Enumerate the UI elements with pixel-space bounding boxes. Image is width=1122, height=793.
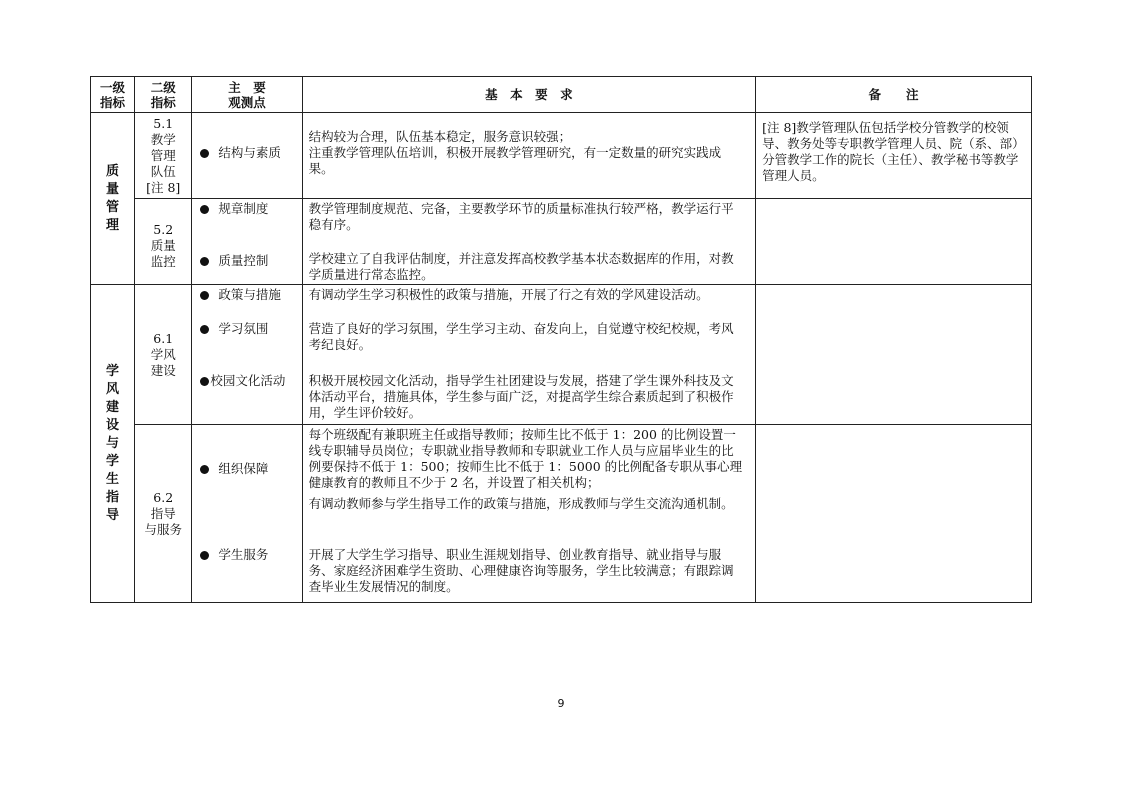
page-number: 9 [557, 697, 565, 710]
bullet-icon [200, 205, 209, 214]
level1-quality-management: 质量管理 [91, 113, 135, 285]
observation-points-cell [192, 425, 302, 603]
header-level2: 二级指标 [135, 77, 192, 113]
requirements-cell [302, 113, 755, 199]
table-row [91, 425, 1032, 603]
observation-point: 校园文化活动 [200, 373, 285, 389]
table-row [91, 199, 1032, 285]
requirement-text: 每个班级配有兼职班主任或指导教师；按师生比不低于 1：200 的比例设置一线专职辅导员岗位；专职就业指导教师和专职就业工作人员与应届毕业生的比例要保持不低于 1：500；按师生比不低于 1：5000 的比例配备专职从事心理健康教育的教师且不少于 2 名，并设置了相关机构； [308, 427, 743, 490]
requirement-text: 营造了良好的学习氛围，学生学习主动、奋发向上，自觉遵守校纪校规，考风考纪良好。 [308, 321, 734, 352]
header-notes: 备 注 [756, 77, 1032, 113]
note-cell [756, 425, 1032, 603]
requirement-text: 学校建立了自我评估制度，并注意发挥高校教学基本状态数据库的作用，对教学质量进行常态监控。 [308, 251, 734, 282]
bullet-icon [200, 325, 209, 334]
bullet-icon [200, 257, 209, 266]
requirement-text: 积极开展校园文化活动，指导学生社团建设与发展，搭建了学生课外科技及文体活动平台，措施具体，学生参与面广泛，对提高学生综合素质起到了积极作用，学生评价较好。 [308, 373, 734, 420]
header-requirements: 基 本 要 求 [302, 77, 755, 113]
header-level1: 一级指标 [91, 77, 135, 113]
header-observation-line1: 主 要 [228, 79, 266, 95]
requirement-text: 注重教学管理队伍培训，积极开展教学管理研究，有一定数量的研究实践成果。 [308, 145, 722, 176]
bullet-icon [200, 149, 209, 158]
requirement-text: 结构较为合理，队伍基本稳定，服务意识较强； [308, 129, 572, 144]
note-cell [756, 199, 1032, 285]
observation-points-cell [192, 199, 302, 285]
bullet-icon [200, 465, 209, 474]
header-observation-points [192, 77, 302, 113]
level2-cell: 6.2 指导 与服务 [135, 425, 192, 603]
requirement-text: 开展了大学生学习指导、职业生涯规划指导、创业教育指导、就业指导与服务、家庭经济困难学生资助、心理健康咨询等服务，学生比较满意；有跟踪调查毕业生发展情况的制度。 [308, 547, 734, 594]
observation-point: 学生服务 [200, 547, 268, 563]
level2-cell: 6.1 学风 建设 [135, 285, 192, 425]
level1-style-and-guidance: 学风建设与学生指导 [91, 285, 135, 603]
requirements-cell [302, 199, 755, 285]
note-cell [756, 113, 1032, 199]
header-observation-line2: 观测点 [228, 94, 266, 110]
note-text: [注 8]教学管理队伍包括学校分管教学的校领导、教务处等专职教学管理人员、院（系、部）分管教学工作的院长（主任）、教学秘书等教学管理人员。 [762, 120, 1025, 183]
observation-point: 组织保障 [200, 461, 268, 477]
requirements-cell [302, 285, 755, 425]
requirement-text: 有调动学生学习积极性的政策与措施，开展了行之有效的学风建设活动。 [308, 287, 709, 302]
observation-point: 政策与措施 [200, 287, 281, 303]
table-row [91, 113, 1032, 199]
bullet-icon [200, 377, 209, 386]
level2-cell: 5.2 质量 监控 [135, 199, 192, 285]
observation-point: 结构与素质 [200, 145, 281, 161]
level2-cell: 5.1 教学 管理 队伍 [注 8] [135, 113, 192, 199]
observation-points-cell [192, 113, 302, 199]
bullet-icon [200, 551, 209, 560]
table-row [91, 285, 1032, 425]
observation-points-cell [192, 285, 302, 425]
requirements-cell [302, 425, 755, 603]
requirement-text: 有调动教师参与学生指导工作的政策与措施，形成教师与学生交流沟通机制。 [308, 496, 734, 511]
bullet-icon [200, 291, 209, 300]
note-cell [756, 285, 1032, 425]
table-header-row [91, 77, 1032, 113]
observation-point: 规章制度 [200, 201, 268, 217]
observation-point: 质量控制 [200, 253, 268, 269]
requirement-text: 教学管理制度规范、完备，主要教学环节的质量标准执行较严格，教学运行平稳有序。 [308, 201, 734, 232]
indicator-table [90, 76, 1032, 603]
observation-point: 学习氛围 [200, 321, 268, 337]
